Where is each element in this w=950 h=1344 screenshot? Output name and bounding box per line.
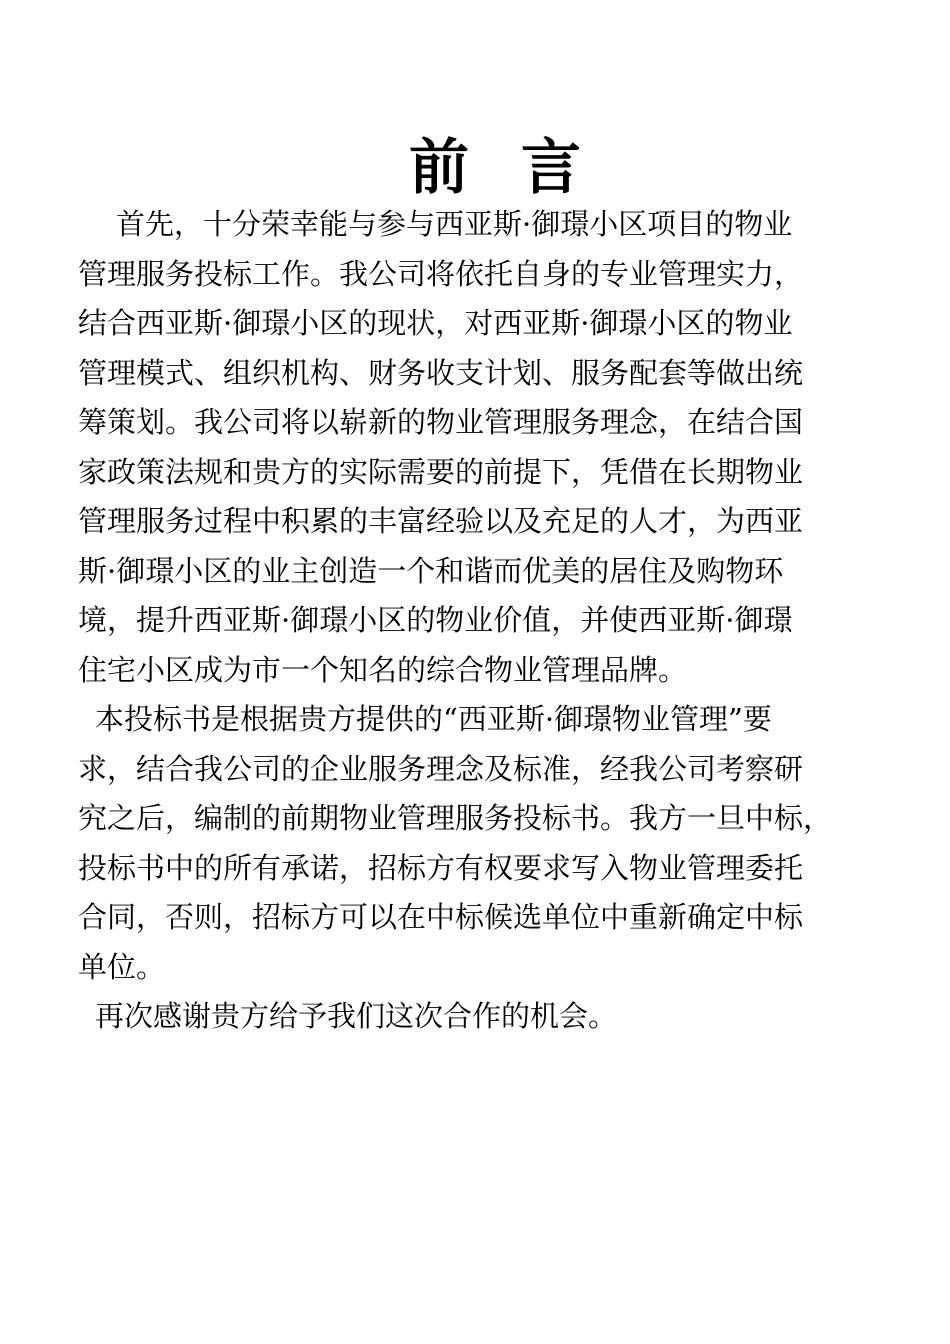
- paragraph-line: 究之后，编制的前期物业管理服务投标书。我方一旦中标，: [78, 801, 833, 835]
- paragraph-line: 投标书中的所有承诺，招标方有权要求写入物业管理委托: [78, 850, 804, 885]
- title-char-1: 前: [409, 133, 469, 203]
- paragraph-line: 合同，否则，招标方可以在中标候选单位中重新确定中标: [78, 900, 804, 934]
- paragraph-2: [78, 695, 898, 992]
- paragraph-line: 本投标书是根据贵方提供的“西亚斯·御璟物业管理”要: [95, 702, 772, 736]
- page-title: [0, 130, 950, 206]
- paragraph-1: [78, 200, 898, 695]
- paragraph-line: 斯·御璟小区的业主创造一个和谐而优美的居住及购物环: [78, 553, 784, 588]
- paragraph-line: 单位。: [78, 949, 166, 984]
- paragraph-line: 管理服务过程中积累的丰富经验以及充足的人才，为西亚: [78, 504, 804, 538]
- title-char-2: 言: [521, 133, 581, 203]
- preface-body: [78, 200, 898, 1042]
- paragraph-line: 首先，十分荣幸能与参与西亚斯·御璟小区项目的物业: [116, 207, 793, 241]
- paragraph-line: 境，提升西亚斯·御璟小区的物业价值，并使西亚斯·御璟: [78, 603, 793, 637]
- paragraph-line: 再次感谢贵方给予我们这次合作的机会。: [95, 999, 618, 1033]
- paragraph-line: 管理模式、组织机构、财务收支计划、服务配套等做出统: [78, 355, 804, 390]
- paragraph-line: 求，结合我公司的企业服务理念及标准，经我公司考察研: [78, 751, 804, 786]
- paragraph-3: [78, 992, 898, 1042]
- paragraph-line: 结合西亚斯·御璟小区的现状，对西亚斯·御璟小区的物业: [78, 306, 793, 340]
- paragraph-line: 管理服务投标工作。我公司将依托自身的专业管理实力，: [78, 256, 804, 291]
- paragraph-line: 筹策划。我公司将以崭新的物业管理服务理念，在结合国: [78, 405, 804, 439]
- paragraph-line: 住宅小区成为市一个知名的综合物业管理品牌。: [78, 652, 688, 687]
- paragraph-line: 家政策法规和贵方的实际需要的前提下，凭借在长期物业: [78, 454, 804, 489]
